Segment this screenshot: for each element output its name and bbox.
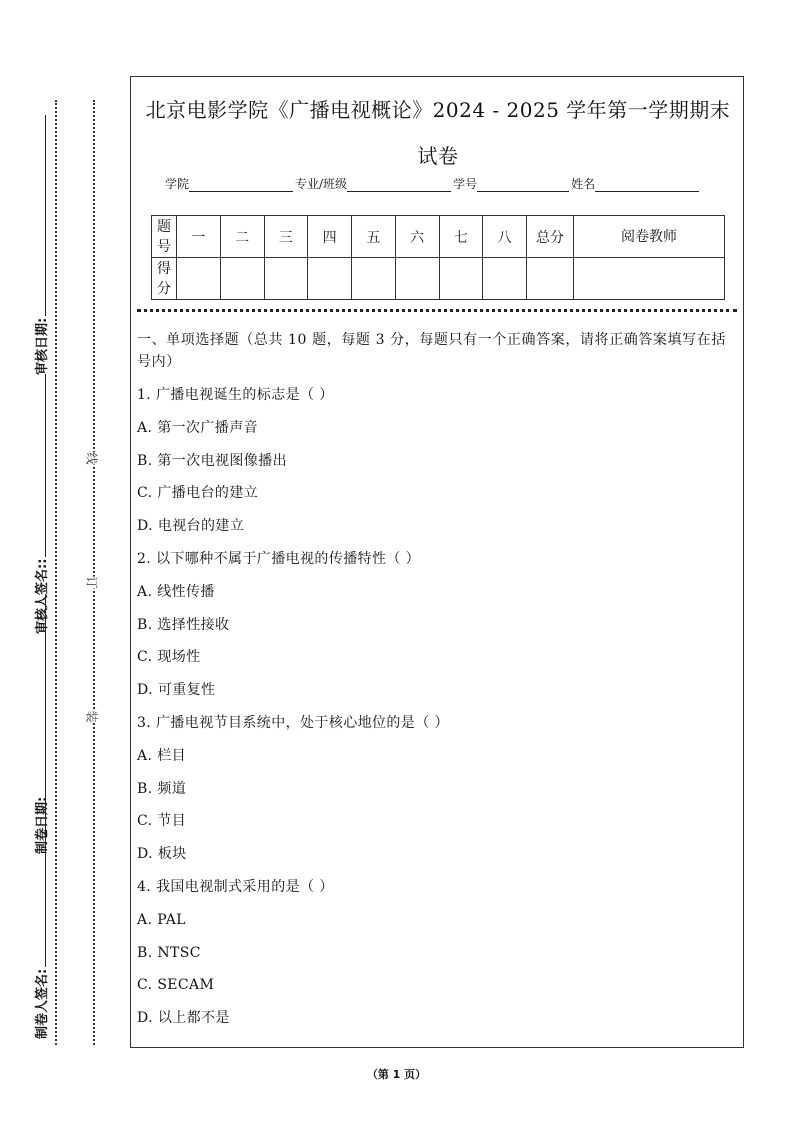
score-table-header-row: [152, 216, 725, 258]
page-number: （第 1 页）: [366, 1068, 427, 1081]
student-id-label: 学号: [453, 177, 478, 191]
score-table: [151, 215, 725, 300]
question-3-option-c: C. 节目: [137, 813, 187, 830]
question-3: 3. 广播电视节目系统中，处于核心地位的是（ ）: [137, 714, 449, 731]
score-cell[interactable]: [352, 258, 396, 300]
question-2-option-b: B. 选择性接收: [137, 616, 230, 633]
question-4-option-b: B. NTSC: [137, 944, 201, 961]
binding-dotted-line-inner: [93, 100, 95, 1045]
make-sign-field: 制卷人签名:: [31, 779, 49, 1039]
exam-frame: [130, 76, 744, 1048]
score-cell[interactable]: [177, 258, 221, 300]
exam-content: [137, 329, 737, 1035]
binding-dotted-line-outer: [55, 100, 57, 1045]
question-2: 2. 以下哪种不属于广播电视的传播特性（ ）: [137, 550, 421, 567]
col-3: 三: [264, 216, 308, 258]
col-8: 八: [483, 216, 527, 258]
binding-margin: [0, 0, 120, 1122]
review-date-field: 审核日期:: [31, 115, 49, 375]
question-3-option-a: A. 栏目: [137, 747, 187, 764]
make-sign-blank: [35, 779, 46, 967]
col-2: 二: [220, 216, 264, 258]
col-6: 六: [395, 216, 439, 258]
question-3-option-d: D. 板块: [137, 846, 187, 863]
question-4: 4. 我国电视制式采用的是（ ）: [137, 878, 334, 895]
col-4: 四: [308, 216, 352, 258]
name-blank[interactable]: [595, 177, 699, 192]
binding-mark-zhuang: 装: [82, 710, 103, 722]
review-sign-blank: [35, 374, 46, 557]
question-2-option-d: D. 可重复性: [137, 682, 216, 699]
college-blank[interactable]: [189, 177, 293, 192]
major-class-label: 专业/班级: [295, 177, 348, 191]
score-cell[interactable]: [439, 258, 483, 300]
score-header: 得分: [152, 258, 177, 300]
question-4-option-d: D. 以上都不是: [137, 1010, 230, 1027]
score-cell[interactable]: [395, 258, 439, 300]
score-cell[interactable]: [483, 258, 527, 300]
question-2-option-c: C. 现场性: [137, 649, 201, 666]
question-1-option-c: C. 广播电台的建立: [137, 485, 259, 502]
make-date-blank: [35, 594, 46, 795]
col-1: 一: [177, 216, 221, 258]
student-id-blank[interactable]: [477, 177, 569, 192]
question-1-option-a: A. 第一次广播声音: [137, 419, 259, 436]
col-grader: 阅卷教师: [574, 216, 725, 258]
score-cell[interactable]: [264, 258, 308, 300]
question-2-option-a: A. 线性传播: [137, 583, 215, 600]
question-4-option-a: A. PAL: [137, 911, 186, 928]
make-date-field: 制卷日期:: [31, 594, 49, 854]
col-7: 七: [439, 216, 483, 258]
score-cell[interactable]: [308, 258, 352, 300]
section-heading: 一、单项选择题（总共 10 题，每题 3 分，每题只有一个正确答案，请将正确答案填写在括号内）: [137, 332, 726, 370]
review-date-blank: [35, 115, 46, 316]
score-cell-grader[interactable]: [574, 258, 725, 300]
question-1: 1. 广播电视诞生的标志是（ ）: [137, 387, 334, 403]
score-table-score-row: [152, 258, 725, 300]
col-5: 五: [352, 216, 396, 258]
col-total: 总分: [527, 216, 574, 258]
question-4-option-c: C. SECAM: [137, 977, 215, 994]
review-sign-field: 审核人签名::: [31, 374, 49, 634]
question-number-header: 题号: [152, 216, 177, 258]
student-info-row: [165, 175, 701, 192]
question-1-option-d: D. 电视台的建立: [137, 518, 245, 535]
exam-title: 北京电影学院《广播电视概论》2024 - 2025 学年第一学期期末试卷: [145, 98, 731, 168]
dotted-separator: [137, 309, 737, 312]
college-label: 学院: [165, 177, 190, 191]
binding-mark-ding: 订: [82, 576, 103, 588]
binding-mark-line: 线: [82, 452, 103, 464]
major-class-blank[interactable]: [347, 177, 451, 192]
score-cell-total[interactable]: [527, 258, 574, 300]
question-3-option-b: B. 频道: [137, 780, 187, 797]
name-label: 姓名: [571, 177, 596, 191]
score-cell[interactable]: [220, 258, 264, 300]
question-1-option-b: B. 第一次电视图像播出: [137, 452, 287, 469]
